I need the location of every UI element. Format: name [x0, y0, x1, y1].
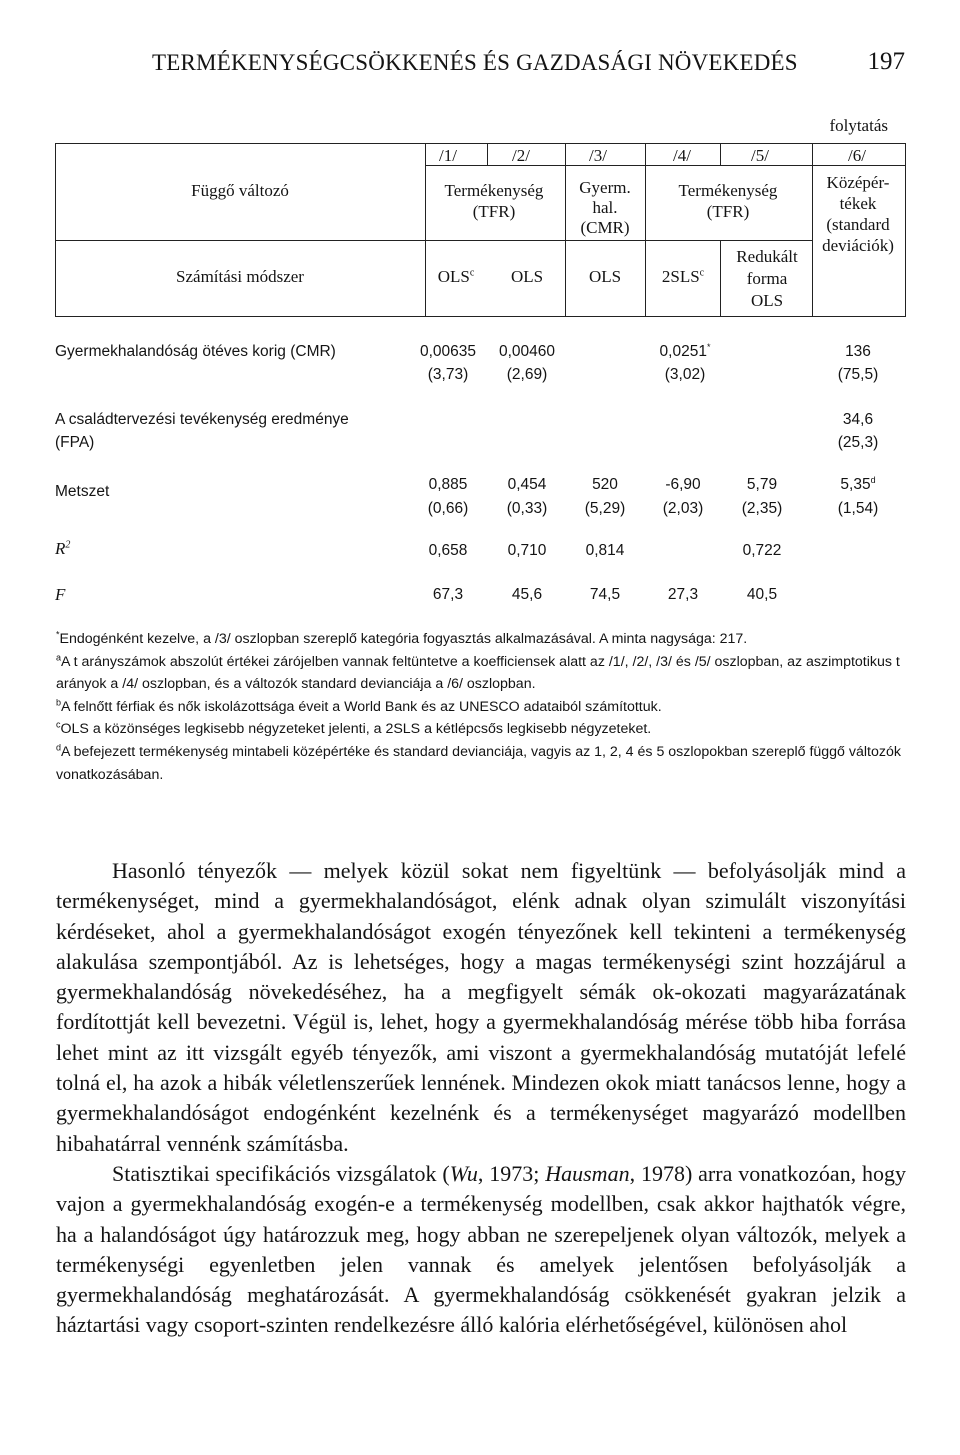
cmr-col6-se: (75,5) — [837, 366, 879, 383]
f-col1: 67,3 — [432, 586, 464, 603]
footnote-endogenous: *Endogénként kezelve, a /3/ oszlopban szereplő kategória fogyasztás alkalmazásával. A minta nagysága: 217. — [56, 629, 748, 647]
method-col4: 2SLS$^c$ — [661, 267, 705, 286]
citation-hausman: Hausman — [545, 1160, 630, 1186]
fpa-col6-se: (25,3) — [837, 434, 879, 451]
intercept-col5-se: (2,35) — [741, 500, 783, 517]
col4-5-head-line1: Termékenység — [678, 181, 778, 200]
f-col4: 27,3 — [667, 586, 699, 603]
f-col2: 45,6 — [511, 586, 543, 603]
f-col5: 40,5 — [746, 586, 778, 603]
intercept-col6-se: (1,54) — [837, 500, 879, 517]
col6-head-line4: deviációk) — [822, 236, 894, 255]
body-text — [56, 856, 906, 1341]
intercept-col4-se: (2,03) — [662, 500, 704, 517]
r2-col1: 0,658 — [428, 542, 468, 559]
paragraph-2: Statisztikai specifikációs vizsgálatok (Wu, 1973; Hausman, 1978) arra vonatkozóan, hogy vajon a gyermekhalandóság exogén-e a termékenység modellben, csak akkor hajthatók végre, ha a halandóságot úgy határozzuk meg, hogy abban ne szerepeljenek olyan változók, melyek a termékenységi egyenletben jelen vannak és amelyek jelentősen befolyásolják a gyermekhalandóság meghatározását. A gyermekhalandóság csökkenését gyakran jelzik a háztartási vagy csoport-szinten rendelkezésre álló kalória elérhetőségével, különösen ahol — [56, 1160, 906, 1338]
rule-v1 — [425, 143, 426, 316]
intercept-col5: 5,79 — [746, 476, 778, 493]
row-label-cmr: Gyermekhalandóság ötéves korig (CMR) — [55, 343, 336, 360]
cmr-col1-se: (3,73) — [427, 366, 469, 383]
intercept-col2-se: (0,33) — [506, 500, 548, 517]
col3-head-line1: Gyerm. — [579, 178, 631, 197]
rule-v7 — [812, 143, 813, 316]
footnote-c: $^c$OLS a közönséges legkisebb négyzeteket jelenti, a 2SLS a kétlépcsős legkisebb négyzeteket. — [56, 719, 652, 738]
table-footnotes — [56, 628, 906, 786]
footnote-b: $^b$A felnőtt férfiak és nők iskolázottsága éveit a World Bank és az UNESCO adataiból számítottuk. — [56, 697, 662, 715]
intercept-col3-se: (5,29) — [584, 500, 626, 517]
col1-2-head-line2: (TFR) — [472, 202, 516, 221]
method-col2: OLS — [510, 267, 544, 286]
cmr-col2: 0,00460 — [498, 343, 556, 360]
col6-head-line2: tékek — [839, 194, 877, 213]
page-number: 197 — [867, 48, 905, 75]
col6-head-line3: (standard — [826, 215, 890, 234]
continuation-label: folytatás — [829, 116, 888, 135]
cmr-col4-se: (3,02) — [664, 366, 706, 383]
fpa-col6: 34,6 — [842, 411, 874, 428]
col-number-6: /6/ — [848, 146, 866, 165]
footnote-d: $^d$A befejezett termékenység mintabeli középértéke és standard devianciája, vagyis az 1, 2, 4 és 5 oszlopokban szereplő függő változók vonatkozásában. — [56, 742, 901, 783]
rule-dependent-bottom — [55, 240, 812, 241]
col4-5-head-line2: (TFR) — [706, 202, 750, 221]
intercept-col4: -6,90 — [665, 476, 701, 493]
intercept-col2: 0,454 — [507, 476, 547, 493]
r2-col2: 0,710 — [507, 542, 547, 559]
row-label-f: F — [55, 585, 66, 604]
row-label-fpa-line1: A családtervezési tevékenység eredménye — [55, 411, 349, 428]
method-label: Számítási módszer — [176, 267, 304, 286]
citation-wu: Wu — [449, 1160, 478, 1186]
cmr-col1: 0,00635 — [419, 343, 477, 360]
cmr-col2-se: (2,69) — [506, 366, 548, 383]
intercept-col3: 520 — [592, 476, 618, 493]
row-label-r2: $R^2$ — [55, 539, 71, 558]
f-col3: 74,5 — [589, 586, 621, 603]
col-number-1: /1/ — [439, 146, 457, 165]
col3-head-line2: hal. — [592, 198, 618, 217]
intercept-col1-se: (0,66) — [427, 500, 469, 517]
col6-head-line1: Középér- — [826, 173, 890, 192]
method-col1: OLS$^c$ — [437, 267, 475, 286]
running-header-title: TERMÉKENYSÉGCSÖKKENÉS ÉS GAZDASÁGI NÖVEKEDÉS — [152, 50, 798, 75]
rule-colnum-bottom — [425, 165, 905, 166]
col-number-4: /4/ — [673, 146, 691, 165]
intercept-col1: 0,885 — [428, 476, 468, 493]
col3-head-line3: (CMR) — [580, 218, 630, 237]
col-number-3: /3/ — [589, 146, 607, 165]
col1-2-head-line1: Termékenység — [444, 181, 544, 200]
cmr-col4: 0,0251* — [659, 341, 711, 360]
row-label-intercept: Metszet — [55, 483, 110, 500]
rule-v4 — [645, 143, 646, 316]
col5-sub-line1: Redukált — [736, 247, 798, 266]
row-label-fpa-line2: (FPA) — [55, 434, 95, 451]
footnote-a: $^a$A t arányszámok abszolút értékei zárójelben vannak feltüntetve a koefficiensek alatt az /1/, /2/, /3/ és /5/ oszlopban, az aszimptotikus t arányok a /4/ oszlopban, és a változók standard devianciája a /6/ oszlopban. — [56, 651, 900, 693]
rule-v5 — [720, 143, 721, 166]
col-number-2: /2/ — [512, 146, 530, 165]
dependent-variable-label: Függő változó — [191, 181, 289, 200]
cmr-col6: 136 — [845, 343, 871, 360]
r2-col5: 0,722 — [742, 542, 782, 559]
col-number-5: /5/ — [751, 146, 769, 165]
intercept-col6: 5,35$^d$ — [840, 474, 876, 493]
rule-v2 — [487, 143, 488, 166]
method-col3: OLS — [588, 267, 622, 286]
col5-sub-line3: OLS — [750, 291, 784, 310]
col5-sub-line2: forma — [746, 269, 788, 288]
r2-col3: 0,814 — [585, 542, 625, 559]
rule-v6 — [720, 240, 721, 316]
rule-v3 — [565, 143, 566, 316]
paragraph-1: Hasonló tényezők — melyek közül sokat nem figyeltünk — befolyásolják mind a termékenységet, mind a gyermekhalandóságot, elénk adnak olyan szimulált viszonyítási kérdéseket, ahol a gyermekhalandóságot exogén tényezőnek kell tekinteni a termékenység alakulása szempontjából. Az is lehetséges, hogy a magas termékenységi szint hozzájárul a gyermekhalandóság növekedéséhez, ha a megfigyelt sémák ok-okozati magyarázatának fordítottját kell bevezetni. Végül is, lehet, hogy a gyermekhalandóság mérése több hiba forrása lehet mint az itt vizsgált egyéb tényezők, ami viszont a gyermekhalandóság mutatóját lefelé tolná el, ha azok a hibák véletlenszerűek lennének. Mindezen okok miatt tanácsos lenne, hogy a gyermekhalandóságot endogénként kezelnénk és a termékenységet magyarázó modellben hibahatárral vennénk számításba. — [56, 858, 906, 1156]
